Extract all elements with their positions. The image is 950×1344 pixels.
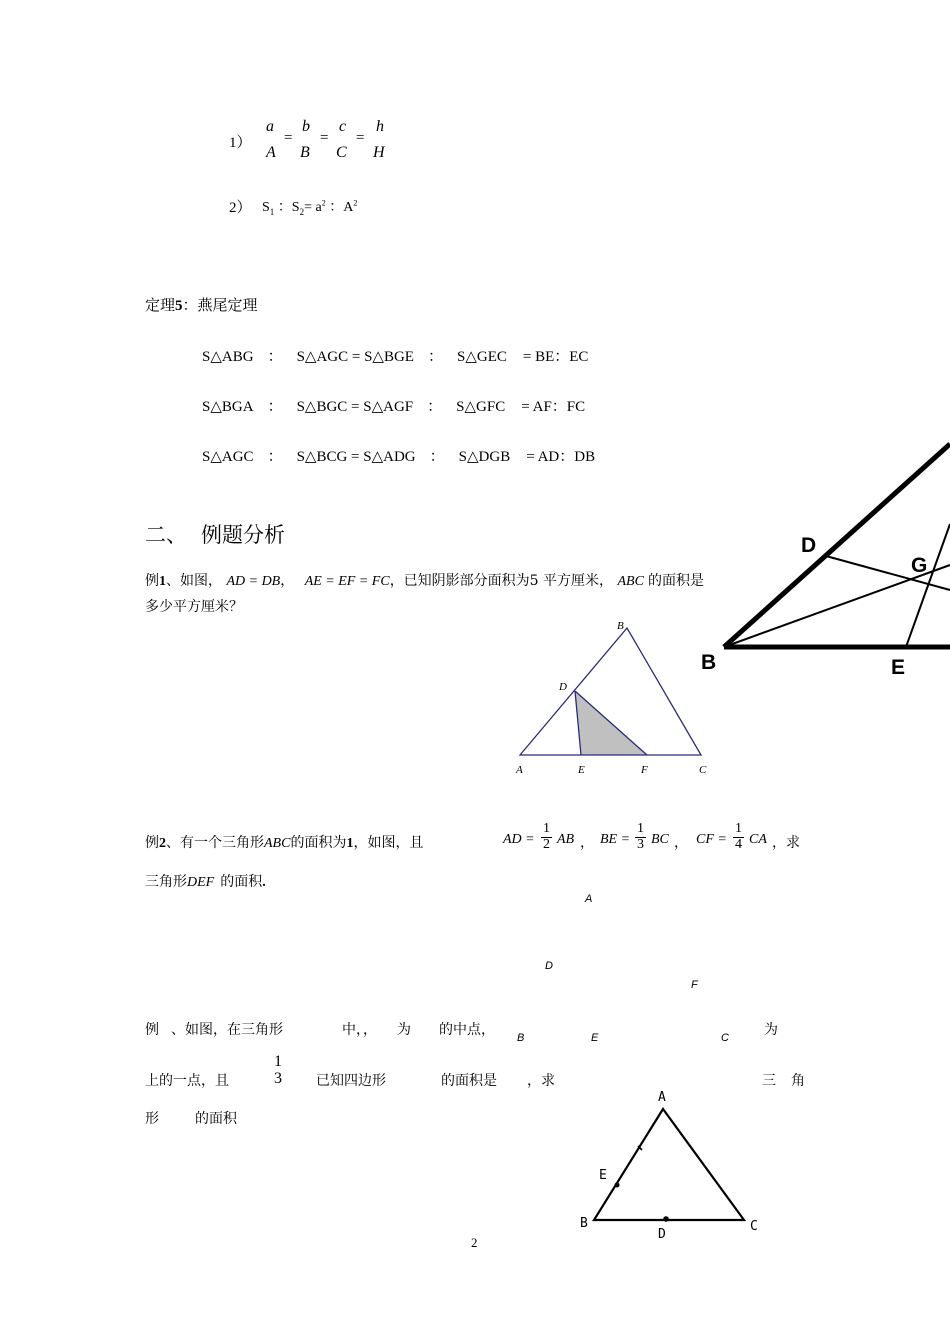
ex2-label-C: C — [721, 1032, 729, 1044]
ratio-bottom-A: A — [266, 144, 276, 161]
theorem5-line-3: S△AGC ： S△BCG = S△ADG ： S△DGB = AD：DB — [202, 449, 596, 465]
big-label-E: E — [891, 656, 906, 679]
ex3-l2-e: 三 — [762, 1073, 776, 1089]
fraction-1-2: $\frac{1}{2}$ — [543, 821, 550, 852]
triangle-ABC — [594, 1109, 744, 1220]
ratio-top-c: c — [339, 118, 347, 135]
ratio-bottom-B: B — [300, 144, 310, 161]
be-eq: BE = — [600, 832, 631, 847]
ex3-fraction: 1 3 — [274, 1053, 282, 1087]
ex2-label-F: F — [691, 979, 698, 991]
example2-line2: 三角形DEF 的面积. — [145, 874, 266, 890]
ratio-eq: = — [356, 130, 365, 146]
ab-term: AB — [557, 832, 575, 847]
ex3-l1-c: 中，， — [342, 1022, 377, 1038]
ex3-l2-d: ，求 — [527, 1073, 555, 1089]
point-E — [615, 1183, 620, 1188]
ratio-bottom-C: C — [336, 144, 347, 161]
comma: ， — [580, 835, 594, 851]
bc-term: BC — [651, 832, 669, 847]
example2-line1-a: 例2、有一个三角形ABC的面积为1，如图，且 — [145, 835, 424, 851]
big-label-G: G — [911, 554, 928, 577]
theorem5-title: 定理5：燕尾定理 — [145, 296, 258, 314]
ex3-l2-f: 角 — [791, 1073, 805, 1089]
ex3-l3-b: 的面积 — [195, 1111, 237, 1127]
page-number: 2 — [471, 1235, 478, 1250]
big-label-D: D — [801, 534, 817, 557]
big-label-B: B — [701, 651, 717, 674]
ex1-label-E: E — [578, 764, 585, 776]
ratio-bottom-H: H — [373, 144, 385, 161]
ratio-top-b: b — [302, 118, 310, 135]
example1-line1: 例1、如图， AD = DB， AE = EF = FC，已知阴影部分面积为5 平方厘米， ABC 的面积是 — [145, 573, 704, 589]
ex2-label-B: B — [517, 1032, 525, 1044]
ratio-top-h: h — [376, 118, 384, 135]
ex3-l1-a: 例 — [145, 1022, 159, 1038]
ex3-l3-a: 形 — [145, 1111, 159, 1127]
ex3-l1-b: 、如图，在三角形 — [171, 1022, 283, 1038]
ex3-label-E: E — [599, 1168, 607, 1183]
section-heading: 二、 例题分析 — [145, 523, 285, 547]
item2-marker: 2） — [229, 200, 252, 216]
ex3-l1-d: 为 — [397, 1022, 411, 1038]
ex3-label-D: D — [658, 1227, 666, 1242]
ex1-label-C: C — [699, 764, 707, 776]
ask-text: ，求 — [772, 835, 800, 851]
ratio-eq: = — [284, 130, 293, 146]
ex3-label-A: A — [658, 1090, 666, 1105]
item1-marker: 1） — [229, 135, 252, 151]
area-ratio-formula: $S_1$ ：$S_2= a^2$ ：$A^2$ — [262, 198, 358, 217]
ca-term: CA — [749, 832, 767, 847]
theorem5-line-1: S△ABG ： S△AGC = S△BGE ： S△GEC = BE：EC — [202, 349, 589, 365]
ex1-label-A: A — [516, 764, 523, 776]
ad-eq: AD = — [503, 832, 535, 847]
ex3-l1-f: 为 — [764, 1022, 778, 1038]
ex2-label-A: A — [585, 893, 593, 905]
example1-line2: 多少平方厘米？ — [145, 599, 243, 615]
ex1-label-F: F — [641, 764, 648, 776]
ratio-top-a: a — [266, 118, 274, 135]
ex3-l2-a: 上的一点，且 — [145, 1073, 229, 1089]
fraction-1-4: $\frac{1}{4}$ — [735, 821, 742, 852]
ex1-label-D: D — [559, 681, 567, 693]
fraction-1-3: $\frac{1}{3}$ — [637, 821, 644, 852]
ex2-label-E: E — [591, 1032, 599, 1044]
cf-eq: CF = — [696, 832, 727, 847]
ex3-label-C: C — [750, 1219, 758, 1234]
ex3-l2-c: 的面积是 — [441, 1073, 497, 1089]
theorem5-line-2: S△BGA ： S△BGC = S△AGF ： S△GFC = AF：FC — [202, 399, 586, 415]
ex2-label-D: D — [545, 960, 553, 972]
ex3-l2-b: 已知四边形 — [316, 1073, 386, 1089]
point-D — [663, 1216, 669, 1222]
ex1-label-B: B — [617, 620, 624, 632]
ratio-eq: = — [320, 130, 329, 146]
ex3-l1-e: 的中点， — [439, 1022, 495, 1038]
ex3-label-B: B — [580, 1216, 588, 1231]
comma: ， — [674, 835, 688, 851]
